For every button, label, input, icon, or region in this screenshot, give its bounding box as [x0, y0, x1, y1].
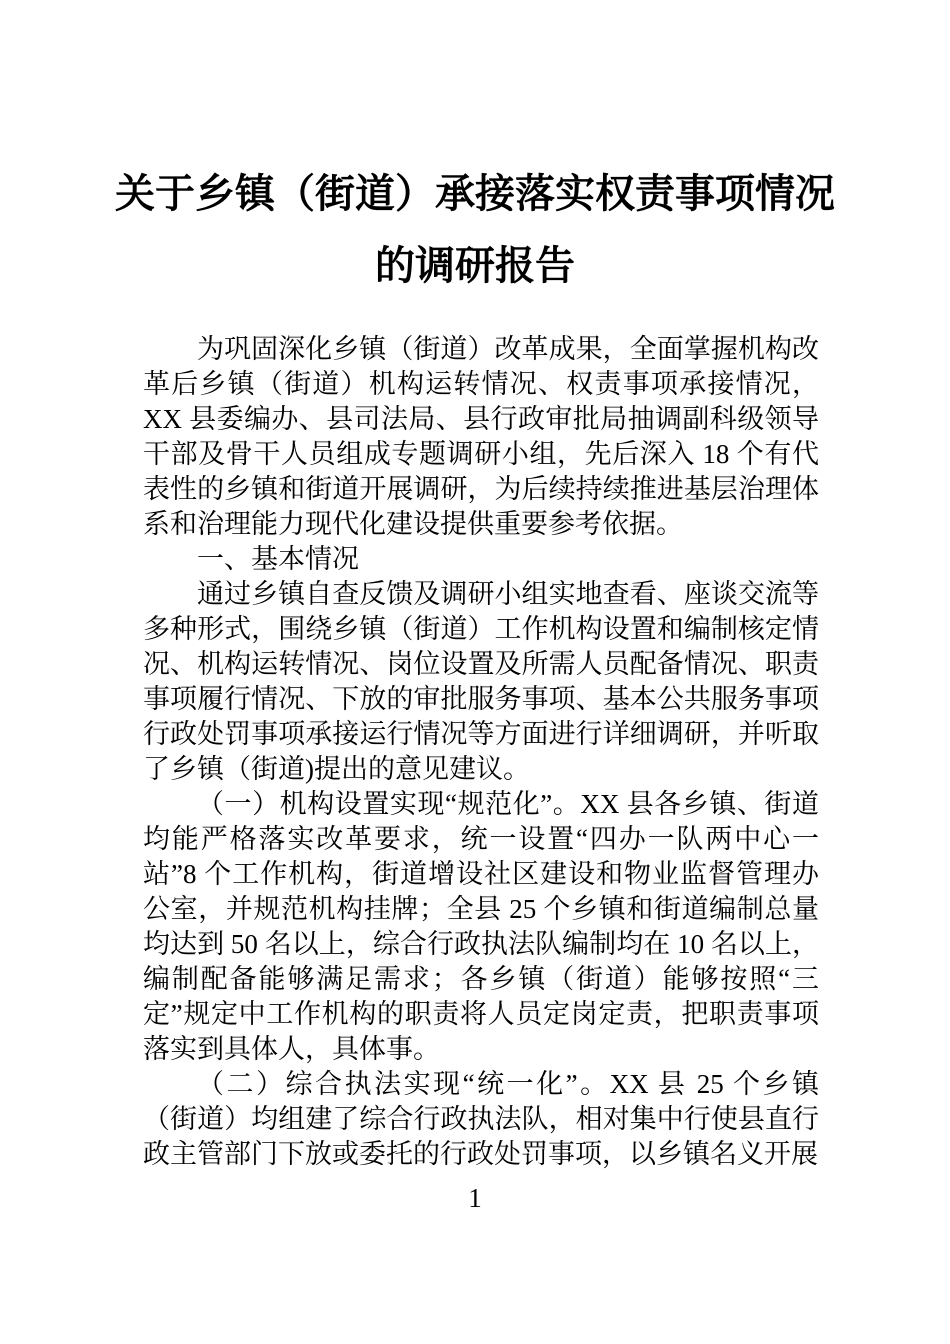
paragraph-item-1-standardization: （一）机构设置实现“规范化”。XX 县各乡镇、街道均能严格落实改革要求，统一设置“四办一队两中心一站”8 个工作机构，街道增设社区建设和物业监督管理办公室，并规范机构挂牌；全县 25 个乡镇和街道编制总量均达到 50 名以上，综合行政执法队编制均在 10 名以上，编制配备能够满足需求；各乡镇（街道）能够按照“三定”规定中工作机构的职责将人员定岗定责，把职责事项落实到具体人，具体事。 — [143, 789, 819, 1064]
page-number: 1 — [468, 1183, 482, 1213]
document-title-line-1: 关于乡镇（街道）承接落实权责事项情况 — [115, 172, 835, 216]
document-body — [143, 332, 819, 1172]
page-footer — [0, 1182, 950, 1214]
document-title — [0, 158, 950, 302]
paragraph-intro: 为巩固深化乡镇（街道）改革成果，全面掌握机构改革后乡镇（街道）机构运转情况、权责事项承接情况，XX 县委编办、县司法局、县行政审批局抽调副科级领导干部及骨干人员组成专题调研小组，先后深入 18 个有代表性的乡镇和街道开展调研，为后续持续推进基层治理体系和治理能力现代化建设提供重要参考依据。 — [143, 334, 819, 539]
paragraph-item-2-unification: （二）综合执法实现“统一化”。XX 县 25 个乡镇（街道）均组建了综合行政执法队，相对集中行使县直行政主管部门下放或委托的行政处罚事项，以乡镇名义开展 — [143, 1069, 819, 1169]
paragraph-survey-methods: 通过乡镇自查反馈及调研小组实地查看、座谈交流等多种形式，围绕乡镇（街道）工作机构设置和编制核定情况、机构运转情况、岗位设置及所需人员配备情况、职责事项履行情况、下放的审批服务事项、基本公共服务事项行政处罚事项承接运行情况等方面进行详细调研，并听取了乡镇（街道)提出的意见建议。 — [143, 579, 819, 784]
section-heading-basic-situation: 一、基本情况 — [197, 544, 359, 574]
document-title-line-2: 的调研报告 — [375, 244, 575, 288]
